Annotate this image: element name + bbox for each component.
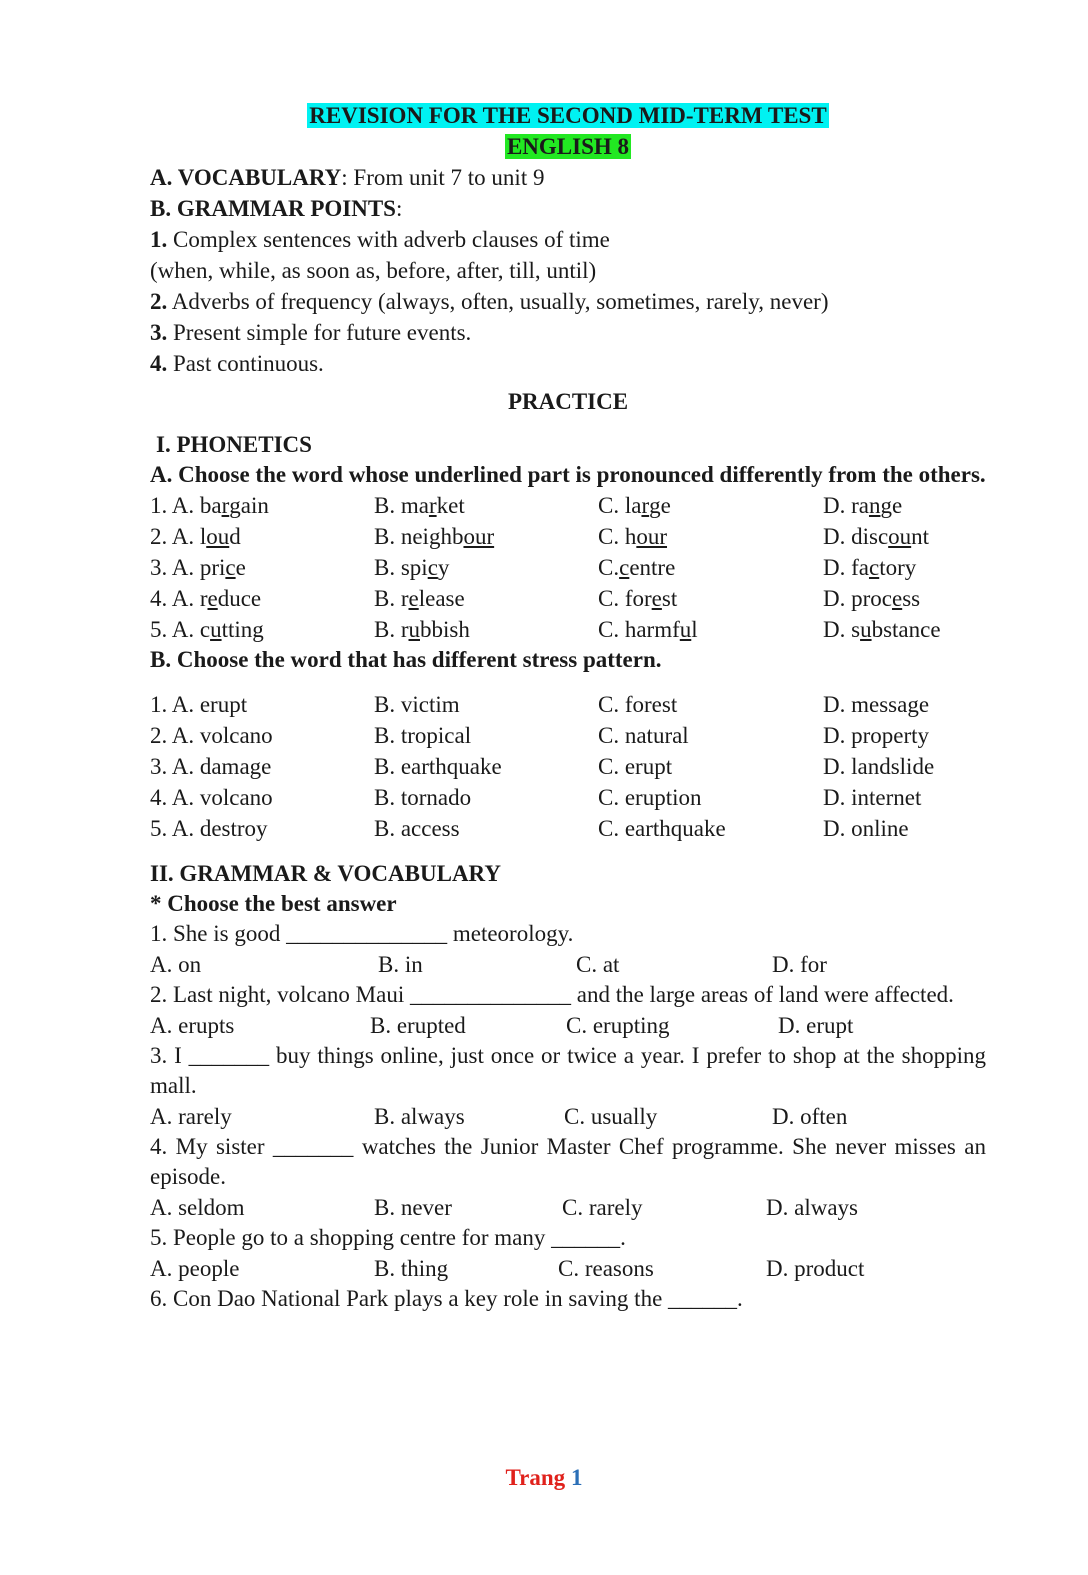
answer-option: C. at bbox=[576, 952, 620, 977]
option-word: B. tornado bbox=[374, 785, 472, 810]
option-word: D. internet bbox=[823, 785, 922, 810]
option-word: 5. A. destroy bbox=[150, 816, 268, 841]
page-subtitle: ENGLISH 8 bbox=[506, 134, 630, 159]
phonetics-a-instruction: A. Choose the word whose underlined part is pronounced differently from the others. bbox=[150, 462, 986, 487]
phonetics-b-instruction: B. Choose the word that has different stress pattern. bbox=[150, 647, 662, 672]
answer-options bbox=[150, 1101, 986, 1132]
grammar-point bbox=[150, 348, 986, 379]
subtitle-line bbox=[150, 131, 986, 162]
practice-heading: PRACTICE bbox=[507, 389, 629, 414]
answer-option: D. often bbox=[772, 1104, 848, 1129]
grammar-colon: : bbox=[395, 196, 403, 221]
option-word: 1. A. bargain bbox=[150, 493, 269, 518]
phonetics-a-row bbox=[150, 490, 986, 521]
answer-option: A. people bbox=[150, 1256, 240, 1281]
answer-option: D. product bbox=[766, 1256, 865, 1281]
option-word: B. release bbox=[374, 586, 465, 611]
answer-option: D. erupt bbox=[778, 1013, 854, 1038]
phonetics-b-list bbox=[150, 689, 986, 844]
option-word: 2. A. loud bbox=[150, 524, 241, 549]
answer-option: D. for bbox=[772, 952, 827, 977]
option-word: D. message bbox=[823, 692, 930, 717]
grammar-point-num: 2. bbox=[150, 289, 168, 314]
phonetics-a-row bbox=[150, 521, 986, 552]
option-word: C. earthquake bbox=[598, 816, 726, 841]
answer-option: C. erupting bbox=[566, 1013, 670, 1038]
grammar-vocab-instruction: * Choose the best answer bbox=[150, 891, 397, 916]
answer-option: C. rarely bbox=[562, 1195, 643, 1220]
phonetics-heading: I. PHONETICS bbox=[156, 432, 312, 457]
grammar-point-text: Past continuous. bbox=[167, 351, 324, 376]
option-word: D. landslide bbox=[823, 754, 935, 779]
option-word: B. tropical bbox=[374, 723, 472, 748]
option-word: D. factory bbox=[823, 555, 917, 580]
grammar-vocab-heading: II. GRAMMAR & VOCABULARY bbox=[150, 861, 501, 886]
option-word: 3. A. price bbox=[150, 555, 246, 580]
option-word: 3. A. damage bbox=[150, 754, 272, 779]
option-word: B. rubbish bbox=[374, 617, 470, 642]
option-word: 1. A. erupt bbox=[150, 692, 248, 717]
grammar-point bbox=[150, 286, 986, 317]
option-word: C. eruption bbox=[598, 785, 702, 810]
grammar-point bbox=[150, 255, 986, 286]
option-word: 4. A. volcano bbox=[150, 785, 273, 810]
option-word: C. natural bbox=[598, 723, 689, 748]
answer-option: A. on bbox=[150, 952, 202, 977]
grammar-point bbox=[150, 317, 986, 348]
answer-option: B. thing bbox=[374, 1256, 449, 1281]
phonetics-b-row bbox=[150, 720, 986, 751]
answer-option: B. always bbox=[374, 1104, 465, 1129]
option-word: D. property bbox=[823, 723, 930, 748]
option-word: D. online bbox=[823, 816, 909, 841]
vocabulary-text: : From unit 7 to unit 9 bbox=[341, 165, 545, 190]
question-text: 3. I _______ buy things online, just once or twice a year. I prefer to shop at the shopping mall. bbox=[150, 1043, 986, 1098]
grammar-point-num: 4. bbox=[150, 351, 168, 376]
answer-option: A. seldom bbox=[150, 1195, 245, 1220]
footer-word: Trang bbox=[505, 1465, 566, 1490]
grammar-point-num: 3. bbox=[150, 320, 168, 345]
option-word: D. discount bbox=[823, 524, 930, 549]
phonetics-a-row bbox=[150, 614, 986, 645]
option-word: C. large bbox=[598, 493, 671, 518]
answer-option: A. rarely bbox=[150, 1104, 232, 1129]
option-word: C. hour bbox=[598, 524, 668, 549]
question-list bbox=[150, 919, 986, 1314]
phonetics-a-list bbox=[150, 490, 986, 645]
question-text: 5. People go to a shopping centre for many ______. bbox=[150, 1225, 626, 1250]
grammar-point bbox=[150, 224, 986, 255]
grammar-point-text: Complex sentences with adverb clauses of time bbox=[167, 227, 610, 252]
grammar-point-num: 1. bbox=[150, 227, 168, 252]
option-word: B. spicy bbox=[374, 555, 450, 580]
grammar-label: B. GRAMMAR POINTS bbox=[150, 196, 396, 221]
option-word: C. erupt bbox=[598, 754, 673, 779]
answer-options bbox=[150, 1253, 986, 1284]
grammar-point-text: Adverbs of frequency (always, often, usually, sometimes, rarely, never) bbox=[167, 289, 829, 314]
option-word: 4. A. reduce bbox=[150, 586, 262, 611]
phonetics-b-row bbox=[150, 751, 986, 782]
option-word: B. access bbox=[374, 816, 460, 841]
page-title: REVISION FOR THE SECOND MID-TERM TEST bbox=[309, 103, 827, 128]
option-word: B. neighbour bbox=[374, 524, 495, 549]
answer-options bbox=[150, 1010, 986, 1041]
option-word: C. forest bbox=[598, 586, 678, 611]
answer-options bbox=[150, 1192, 986, 1223]
phonetics-a-row bbox=[150, 552, 986, 583]
option-word: D. process bbox=[823, 586, 921, 611]
phonetics-b-row bbox=[150, 689, 986, 720]
answer-options bbox=[150, 949, 986, 980]
answer-option: C. usually bbox=[564, 1104, 658, 1129]
option-word: B. market bbox=[374, 493, 465, 518]
question-text: 2. Last night, volcano Maui ______________ and the large areas of land were affected. bbox=[150, 982, 954, 1007]
phonetics-b-row bbox=[150, 782, 986, 813]
footer-page-number: 1 bbox=[570, 1465, 583, 1490]
grammar-point-text: Present simple for future events. bbox=[167, 320, 472, 345]
option-word: 5. A. cutting bbox=[150, 617, 264, 642]
page-footer bbox=[0, 1465, 1088, 1491]
option-word: B. victim bbox=[374, 692, 460, 717]
answer-option: B. never bbox=[374, 1195, 452, 1220]
answer-option: B. in bbox=[378, 952, 423, 977]
title-line bbox=[150, 100, 986, 131]
phonetics-b-row bbox=[150, 813, 986, 844]
answer-option: C. reasons bbox=[558, 1256, 654, 1281]
option-word: C.centre bbox=[598, 555, 676, 580]
answer-option: D. always bbox=[766, 1195, 858, 1220]
option-word: B. earthquake bbox=[374, 754, 502, 779]
question-text: 6. Con Dao National Park plays a key role in saving the ______. bbox=[150, 1286, 743, 1311]
vocabulary-line bbox=[150, 162, 986, 193]
option-word: C. forest bbox=[598, 692, 678, 717]
vocabulary-label: A. VOCABULARY bbox=[150, 165, 342, 190]
option-word: C. harmful bbox=[598, 617, 698, 642]
answer-option: A. erupts bbox=[150, 1013, 235, 1038]
option-word: 2. A. volcano bbox=[150, 723, 273, 748]
grammar-heading bbox=[150, 193, 986, 224]
phonetics-a-row bbox=[150, 583, 986, 614]
option-word: D. substance bbox=[823, 617, 941, 642]
grammar-point-text: (when, while, as soon as, before, after, till, until) bbox=[150, 258, 597, 283]
option-word: D. range bbox=[823, 493, 903, 518]
answer-option: B. erupted bbox=[370, 1013, 466, 1038]
question-text: 1. She is good ______________ meteorology. bbox=[150, 921, 574, 946]
question-text: 4. My sister _______ watches the Junior Master Chef programme. She never misses an episode. bbox=[150, 1134, 986, 1189]
document-page bbox=[150, 100, 986, 1314]
